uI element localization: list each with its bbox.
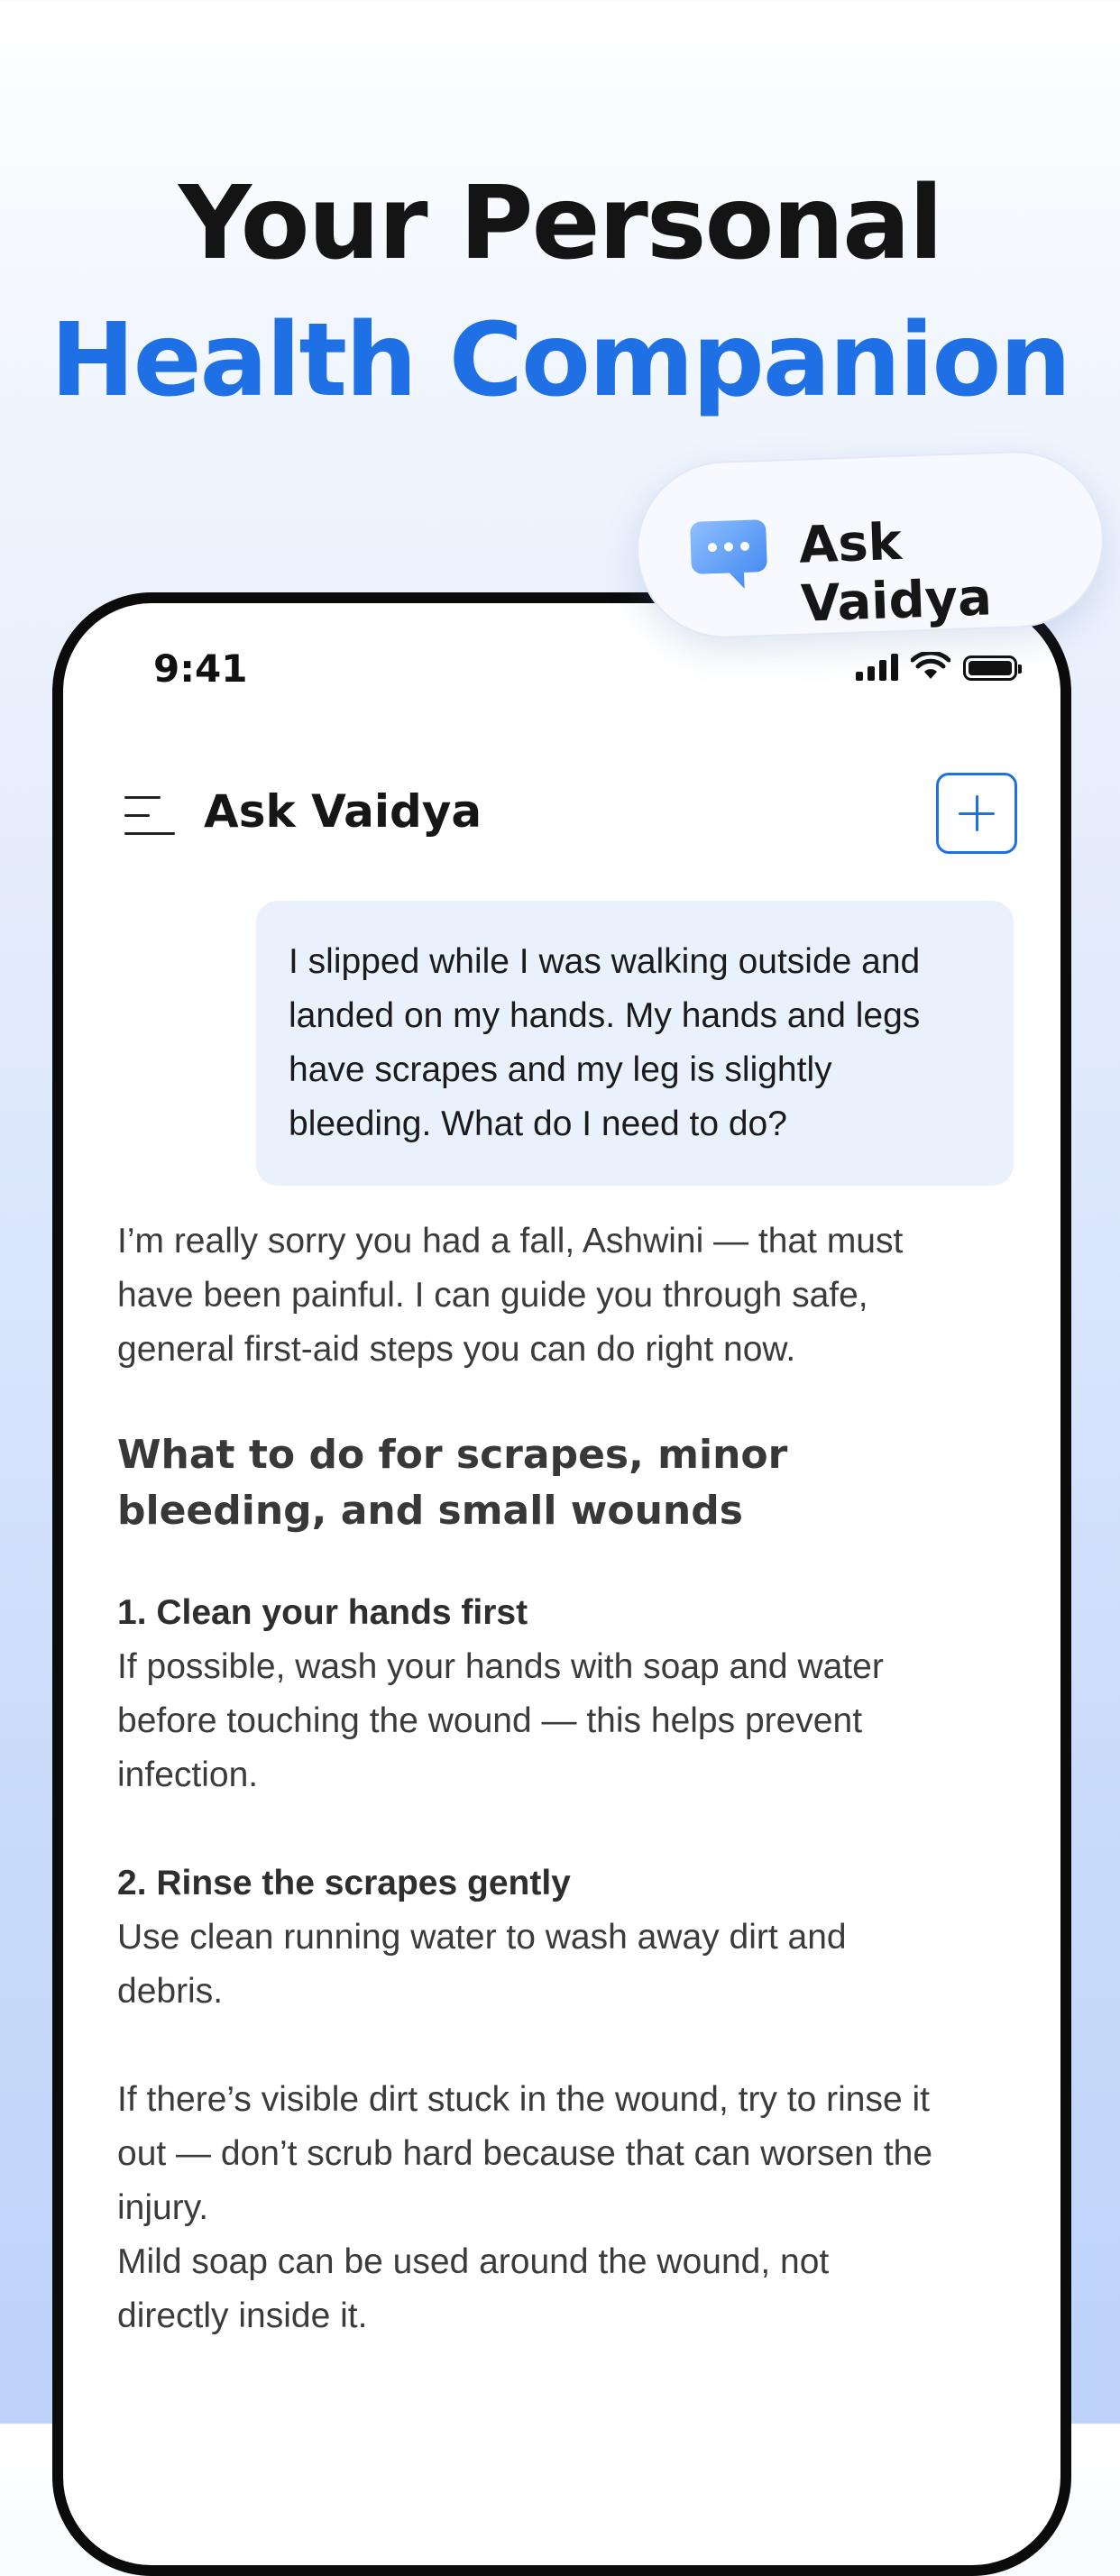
- user-message-bubble: I slipped while I was walking outside and landed on my hands. My hands and legs have scrapes and my leg is slightly bleeding. What do I need to do?: [256, 901, 1014, 1186]
- app-header: [63, 765, 1060, 856]
- step-title: 2. Rinse the scrapes gently: [117, 1864, 571, 1902]
- step-title: 1. Clean your hands first: [117, 1593, 528, 1632]
- signal-icon: [856, 654, 898, 681]
- ask-vaidya-chip[interactable]: [634, 448, 1107, 641]
- app-title: Ask Vaidya: [204, 785, 482, 838]
- headline-line-1: Your Personal: [178, 165, 942, 282]
- step-body: Use clean running water to wash away dirt and debris.: [117, 1918, 847, 2011]
- reply-intro: I’m really sorry you had a fall, Ashwini — that must have been painful. I can guide you through safe, general first-aid steps you can do right now.: [117, 1222, 904, 1369]
- wifi-icon: [911, 652, 950, 681]
- step-body: If possible, wash your hands with soap and water before touching the wound — this helps prevent infection.: [117, 1647, 884, 1794]
- reply-paragraph: Mild soap can be used around the wound, not directly inside it.: [117, 2242, 830, 2335]
- headline-line-2: Health Companion: [50, 302, 1070, 419]
- chip-label: Ask Vaidya: [797, 512, 993, 634]
- menu-icon[interactable]: [124, 791, 175, 841]
- status-time: 9:41: [153, 646, 248, 691]
- battery-icon: [963, 655, 1017, 681]
- chat-bubble-icon: [688, 516, 770, 594]
- new-chat-button[interactable]: [936, 773, 1017, 854]
- reply-step: [117, 1586, 947, 1802]
- assistant-reply: [117, 1215, 947, 2343]
- reply-paragraph: If there’s visible dirt stuck in the wound, try to rinse it out — don’t scrub hard because that can worsen the injury.: [117, 2080, 933, 2227]
- reply-step: [117, 1856, 947, 2019]
- reply-section-heading: What to do for scrapes, minor bleeding, and small wounds: [117, 1432, 788, 1534]
- status-icons: [856, 652, 1017, 681]
- headline: [0, 155, 1120, 429]
- phone-frame: [52, 592, 1071, 2576]
